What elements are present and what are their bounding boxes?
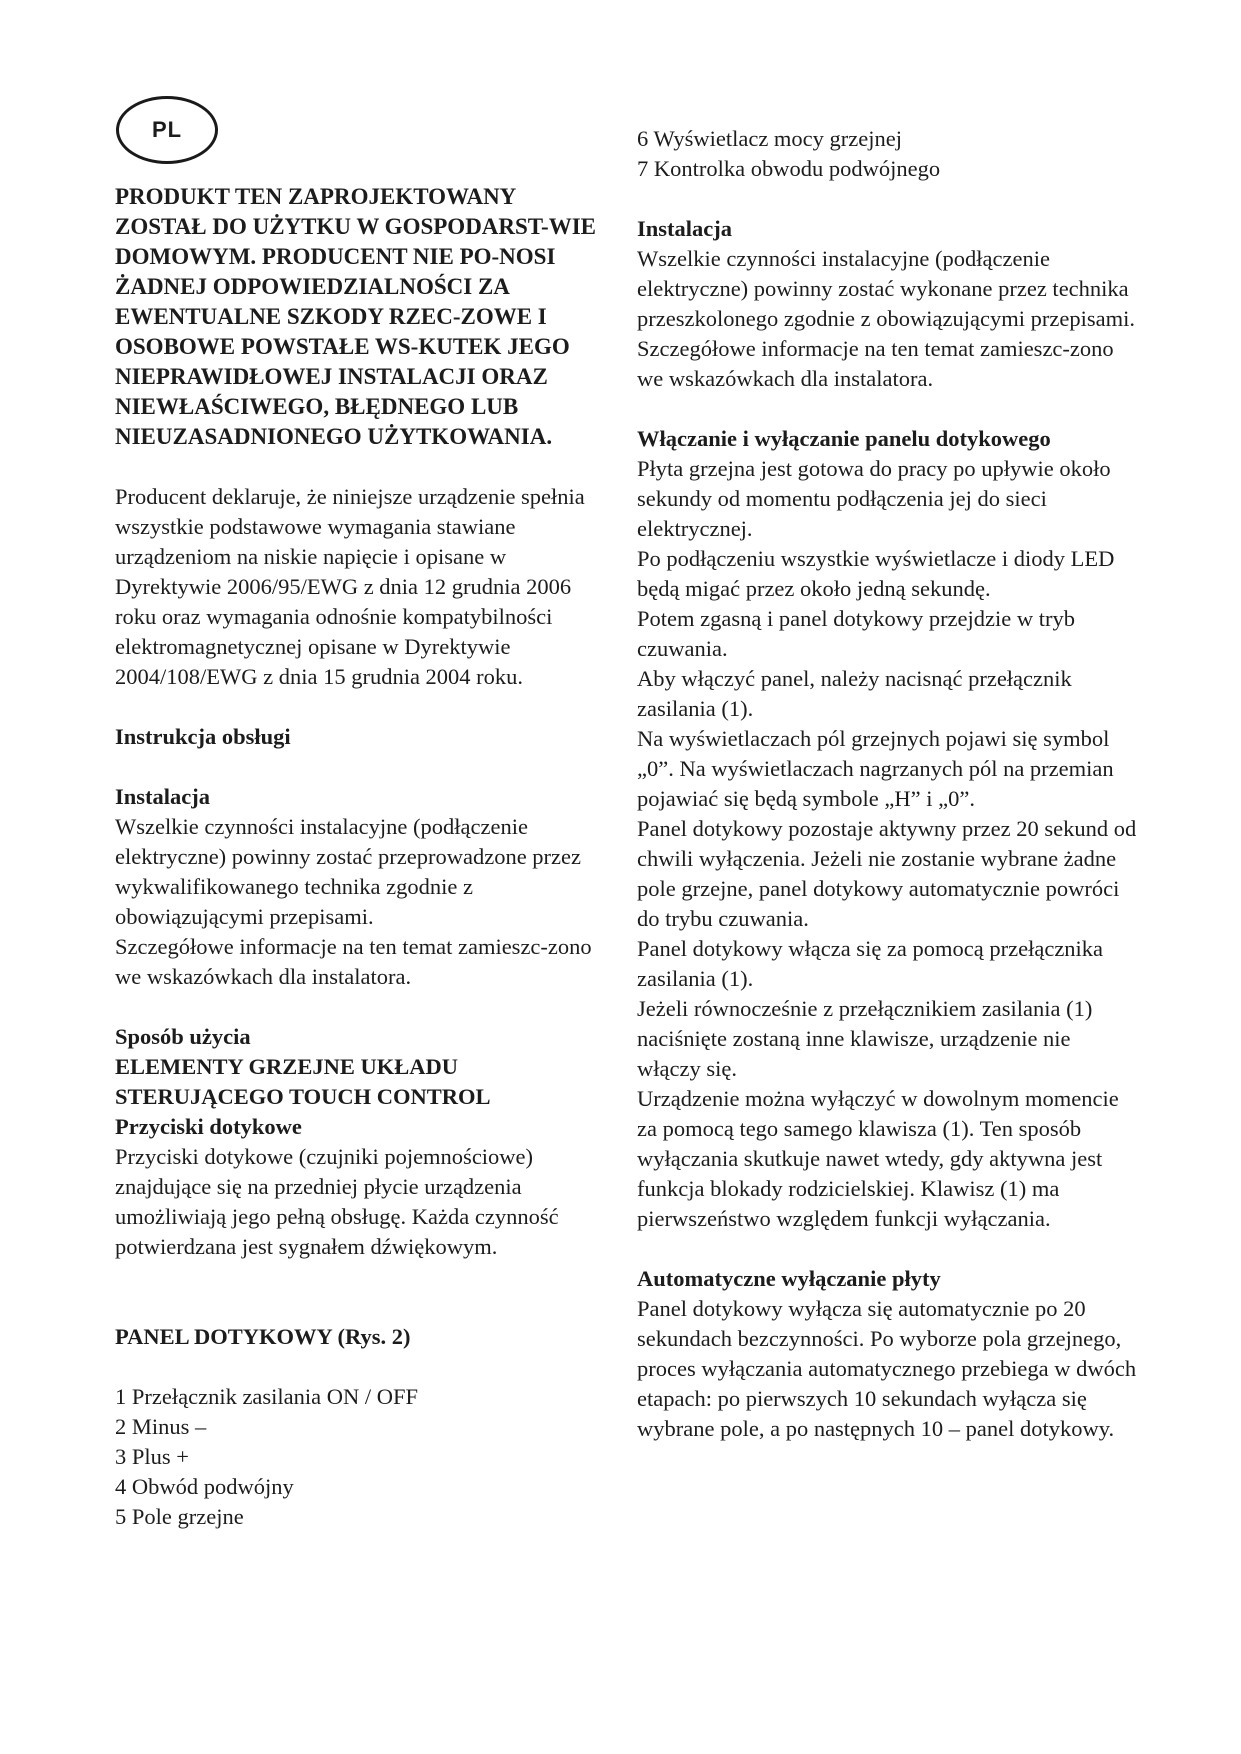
manual-heading: Instrukcja obsługi bbox=[115, 724, 291, 749]
onoff-paragraph: Potem zgasną i panel dotykowy przejdzie w tryb czuwania. bbox=[637, 606, 1076, 661]
onoff-paragraph: Po podłączeniu wszystkie wyświetlacze i diody LED będą migać przez około jedną sekundę. bbox=[637, 546, 1115, 601]
install-text-right-2: Szczegółowe informacje na ten temat zamieszc-zono we wskazówkach dla instalatora. bbox=[637, 336, 1114, 391]
onoff-paragraph: Panel dotykowy włącza się za pomocą przełącznika zasilania (1). bbox=[637, 936, 1104, 991]
panel-item: 4 Obwód podwójny bbox=[115, 1474, 294, 1499]
panel-item: 7 Kontrolka obwodu podwójnego bbox=[637, 156, 941, 181]
panel-item: 1 Przełącznik zasilania ON / OFF bbox=[115, 1384, 419, 1409]
panel-heading: PANEL DOTYKOWY (Rys. 2) bbox=[115, 1324, 411, 1349]
right-column bbox=[637, 124, 1137, 1444]
onoff-heading: Włączanie i wyłączanie panelu dotykowego bbox=[637, 426, 1051, 451]
panel-item: 5 Pole grzejne bbox=[115, 1504, 244, 1529]
onoff-paragraph: Na wyświetlaczach pól grzejnych pojawi się symbol „0”. Na wyświetlaczach nagrzanych pól na przemian pojawiać się będą symbole „H” i „0”. bbox=[637, 726, 1114, 811]
install-heading-right: Instalacja bbox=[637, 216, 732, 241]
install-text-2: Szczegółowe informacje na ten temat zamieszc-zono we wskazówkach dla instalatora. bbox=[115, 934, 592, 989]
onoff-paragraph: Płyta grzejna jest gotowa do pracy po upływie około sekundy od momentu podłączenia jej do sieci elektrycznej. bbox=[637, 456, 1111, 541]
install-text: Wszelkie czynności instalacyjne (podłączenie elektryczne) powinny zostać przeprowadzone przez wykwalifikowanego technika zgodnie z obowiązującymi przepisami. bbox=[115, 814, 582, 929]
install-text-right: Wszelkie czynności instalacyjne (podłączenie elektryczne) powinny zostać wykonane przez technika przeszkolonego zgodnie z obowiązującymi przepisami. bbox=[637, 246, 1135, 331]
auto-off-heading: Automatyczne wyłączanie płyty bbox=[637, 1266, 941, 1291]
declaration-text: Producent deklaruje, że niniejsze urządzenie spełnia wszystkie podstawowe wymagania stawiane urządzeniom na niskie napięcie i opisane w Dyrektywie 2006/95/EWG z dnia 12 grudnia 2006 roku oraz wymagania odnośnie kompatybilności elektromagnetycznej opisane w Dyrektywie 2004/108/EWG z dnia 15 grudnia 2004 roku. bbox=[115, 484, 585, 689]
left-column bbox=[115, 182, 610, 1532]
onoff-paragraph: Aby włączyć panel, należy nacisnąć przełącznik zasilania (1). bbox=[637, 666, 1072, 721]
language-badge: PL bbox=[116, 96, 218, 164]
onoff-paragraph: Jeżeli równocześnie z przełącznikiem zasilania (1) naciśnięte zostaną inne klawisze, urządzenie nie włączy się. bbox=[637, 996, 1093, 1081]
onoff-paragraph: Panel dotykowy pozostaje aktywny przez 20 sekund od chwili wyłączenia. Jeżeli nie zostanie wybrane żadne pole grzejne, panel dotykowy automatycznie powróci do trybu czuwania. bbox=[637, 816, 1137, 931]
auto-off-text: Panel dotykowy wyłącza się automatycznie po 20 sekundach bezczynności. Po wyborze pola grzejnego, proces wyłączania automatycznego przebiega w dwóch etapach: po pierwszych 10 sekundach wyłącza się wybrane pole, a po następnych 10 – panel dotykowy. bbox=[637, 1296, 1137, 1441]
usage-heading: Sposób użycia bbox=[115, 1024, 251, 1049]
panel-item: 2 Minus – bbox=[115, 1414, 207, 1439]
elements-heading: ELEMENTY GRZEJNE UKŁADU STERUJĄCEGO TOUCH CONTROL bbox=[115, 1054, 491, 1109]
panel-item: 6 Wyświetlacz mocy grzejnej bbox=[637, 126, 903, 151]
install-heading: Instalacja bbox=[115, 784, 210, 809]
buttons-heading: Przyciski dotykowe bbox=[115, 1114, 302, 1139]
onoff-paragraph: Urządzenie można wyłączyć w dowolnym momencie za pomocą tego samego klawisza (1). Ten sposób wyłączania skutkuje nawet wtedy, gdy aktywna jest funkcja blokady rodzicielskiej. Klawisz (1) ma pierwszeństwo względem funkcji wyłączania. bbox=[637, 1086, 1119, 1231]
buttons-text: Przyciski dotykowe (czujniki pojemnościowe) znajdujące się na przedniej płycie urządzenia umożliwiają jego pełną obsługę. Każda czynność potwierdzana jest sygnałem dźwiękowym. bbox=[115, 1144, 559, 1259]
safety-warning: PRODUKT TEN ZAPROJEKTOWANY ZOSTAŁ DO UŻYTKU W GOSPODARST-WIE DOMOWYM. PRODUCENT NIE PO-NOSI ŻADNEJ ODPOWIEDZIALNOŚCI ZA EWENTUALNE SZKODY RZEC-ZOWE I OSOBOWE POWSTAŁE WS-KUTEK JEGO NIEPRAWIDŁOWEJ INSTALACJI ORAZ NIEWŁAŚCIWEGO, BŁĘDNEGO LUB NIEUZASADNIONEGO UŻYTKOWANIA. bbox=[115, 184, 596, 449]
panel-item: 3 Plus + bbox=[115, 1444, 189, 1469]
